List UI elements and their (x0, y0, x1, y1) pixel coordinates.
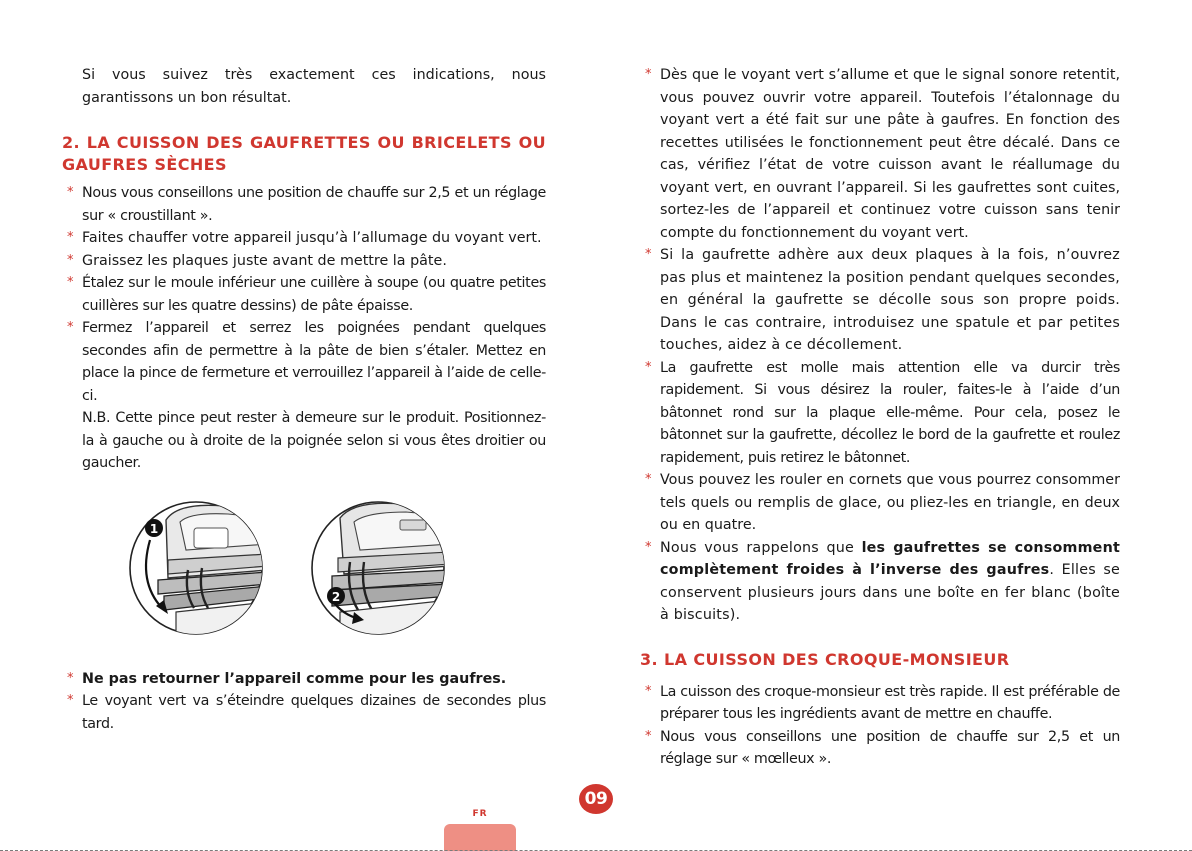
clamp-step-1-illustration (128, 500, 264, 636)
clamp-step-2-illustration (310, 500, 446, 636)
star-bullet-icon: * (67, 275, 74, 290)
language-label: FR (472, 809, 488, 819)
right-bullet-3: * La gaufrette est molle mais attention elle va durcir très rapidement. Si vous désirez la rouler, faites-le à l’aide d’un bâtonnet rond sur la plaque elle-même. Pour cela, posez le bâtonnet sur la gaufrette, décollez le bord de la gaufrette et roulez rapidement, puis retirez le bâtonnet. (640, 357, 1120, 470)
section-2-bullet-2: * Faites chauffer votre appareil jusqu’à l’allumage du voyant vert. (62, 227, 546, 250)
section-3-bullet-1: * La cuisson des croque-monsieur est très rapide. Il est préférable de préparer tous les ingrédients avant de mettre en chauffe. (640, 681, 1120, 726)
star-bullet-icon: * (645, 359, 652, 375)
section-3-number: 3. (640, 649, 659, 669)
step-1-label: 1 (149, 521, 159, 536)
reminder-emphasis: les gaufrettes se consomment complètement froides à l’inverse des gaufres (660, 539, 1120, 578)
section-2-note: N.B. Cette pince peut rester à demeure sur le produit. Positionnez-la à gauche ou à droite de la poignée selon si vous êtes droitier ou gaucher. (82, 410, 546, 471)
section-2-number: 2. (62, 133, 81, 152)
right-bullet-1: * Dès que le voyant vert s’allume et que le signal sonore retentit, vous pouvez ouvrir votre appareil. Toutefois l’étalonnage du voyant vert a été fait sur une pâte à gaufres. En fonction des recettes utilisées le fonctionnement peut être décalé. Dans ce cas, vérifiez l’état de votre cuisson avant le réallumage du voyant vert, en ouvrant l’appareil. Si les gaufrettes sont cuites, sortez-les de l’appareil et continuez votre cuisson sans tenir compte du fonctionnement du voyant vert. (640, 64, 1120, 244)
no-flip-warning: * Ne pas retourner l’appareil comme pour les gaufres. (62, 668, 546, 691)
section-2-bullet-1: * Nous vous conseillons une position de chauffe sur 2,5 et un réglage sur « croustillant ». (62, 182, 546, 227)
star-bullet-icon: * (645, 472, 652, 487)
section-2-bullet-3: * Graissez les plaques juste avant de mettre la pâte. (62, 250, 546, 273)
section-3-bullet-2: * Nous vous conseillons une position de chauffe sur 2,5 et un réglage sur « mœlleux ». (640, 726, 1120, 771)
section-3-title: LA CUISSON DES CROQUE-MONSIEUR (664, 649, 1010, 669)
star-bullet-icon: * (645, 728, 652, 744)
page-number-badge: 09 (579, 784, 613, 814)
star-bullet-icon: * (67, 693, 74, 708)
right-bullet-reminder: * Nous vous rappelons que les gaufrettes se consomment complètement froides à l’inverse des gaufres. Elles se conservent plusieurs jours dans une boîte en fer blanc (boîte à biscuits). (640, 537, 1120, 627)
star-bullet-icon: * (67, 230, 74, 245)
intro-paragraph: Si vous suivez très exactement ces indications, nous garantissons un bon résultat. (82, 67, 546, 106)
right-column (640, 64, 1120, 771)
star-bullet-icon: * (645, 539, 652, 555)
language-tab (444, 824, 516, 851)
star-bullet-icon: * (645, 67, 652, 82)
star-bullet-icon: * (67, 252, 74, 268)
section-2-bullet-4: * Étalez sur le moule inférieur une cuillère à soupe (ou quatre petites cuillères sur les quatre dessins) de pâte épaisse. (62, 272, 546, 317)
illustrations (62, 500, 546, 670)
star-bullet-icon: * (67, 185, 74, 200)
section-2-title: LA CUISSON DES GAUFRETTES OU BRICELETS OU GAUFRES SÈCHES (62, 133, 546, 174)
section-2-bullet-5: * Fermez l’appareil et serrez les poignées pendant quelques secondes afin de permettre à la pâte de bien s’étaler. Mettez en place la pince de fermeture et verrouillez l’appareil à l’aide de celle-ci. (62, 317, 546, 407)
step-2-label: 2 (331, 589, 341, 604)
star-bullet-icon: * (67, 670, 74, 686)
star-bullet-icon: * (67, 320, 74, 335)
left-column (62, 64, 546, 735)
star-bullet-icon: * (645, 247, 652, 262)
right-bullet-2: * Si la gaufrette adhère aux deux plaques à la fois, n’ouvrez pas plus et maintenez la position pendant quelques secondes, en général la gaufrette se décolle sous son propre poids. Dans le cas contraire, introduisez une spatule et par petites touches, aidez à ce décollement. (640, 244, 1120, 357)
section-2-heading (62, 132, 546, 176)
green-light-off-note: * Le voyant vert va s’éteindre quelques dizaines de secondes plus tard. (62, 690, 546, 735)
section-3-heading (640, 649, 1120, 671)
right-bullet-4: * Vous pouvez les rouler en cornets que vous pourrez consommer tels quels ou remplis de glace, ou pliez-les en triangle, en deux ou en quatre. (640, 469, 1120, 537)
star-bullet-icon: * (645, 683, 652, 699)
